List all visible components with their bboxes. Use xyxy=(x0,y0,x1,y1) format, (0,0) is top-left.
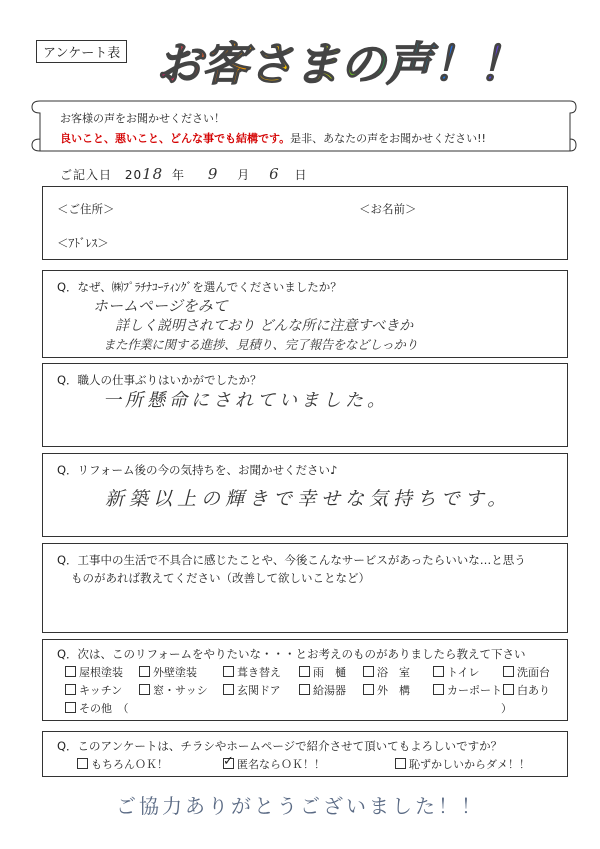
date-year-unit: 年 xyxy=(172,168,186,182)
checkbox-option[interactable] xyxy=(65,682,122,698)
customer-info-box xyxy=(42,186,568,260)
checkbox-option[interactable] xyxy=(503,664,550,680)
checkbox-square[interactable] xyxy=(65,702,76,713)
question-4-text-line-2: ものがあれば教えてください（改善して欲しいことなど） xyxy=(71,571,370,585)
page-title-text: お客さまの声！！ xyxy=(156,37,524,91)
checkbox-option[interactable] xyxy=(503,682,550,698)
checkbox-square[interactable] xyxy=(433,666,444,677)
checkbox-label: キッチン xyxy=(79,684,123,697)
intro-rest-text: 是非、あなたの声をお聞かせください!! xyxy=(290,132,486,145)
question-3-box xyxy=(42,453,568,537)
checkbox-square[interactable] xyxy=(223,684,234,695)
checkbox-square[interactable] xyxy=(503,684,514,695)
answer-1-line-3: また作業に関する進捗、見積り、完了報告をなどしっかり xyxy=(103,337,418,352)
checkbox-option[interactable] xyxy=(363,682,410,698)
checkbox-square[interactable] xyxy=(223,666,234,677)
answer-3-text: 新築以上の輝きで幸せな気持ちです。 xyxy=(105,488,512,510)
checkbox-label: 浴 室 xyxy=(377,666,410,679)
checkbox-square[interactable] xyxy=(363,666,374,677)
checkbox-square[interactable] xyxy=(139,666,150,677)
checkbox-option[interactable] xyxy=(299,664,346,680)
answer-1-line-1: ホームページをみて xyxy=(93,297,228,315)
date-day-unit: 日 xyxy=(294,168,308,182)
entry-date xyxy=(60,165,308,183)
date-month-unit: 月 xyxy=(237,168,251,182)
question-1-box xyxy=(42,270,568,358)
checkbox-square[interactable] xyxy=(139,684,150,695)
checkbox-label: 葺き替え xyxy=(237,666,281,679)
checkbox-option[interactable] xyxy=(65,664,123,680)
checkbox-square[interactable] xyxy=(433,684,444,695)
name-label: ＜お名前＞ xyxy=(359,202,417,216)
consent-option[interactable] xyxy=(77,756,168,772)
intro-red-text: 良いこと、悪いこと、どんな事でも結構です。 xyxy=(60,132,291,145)
thanks-footer: ご協力ありがとうございました！！ xyxy=(116,794,484,818)
checkbox-label: 外壁塗装 xyxy=(153,666,197,679)
question-3-text: Q．リフォーム後の今の気持ちを、お聞かせください♪ xyxy=(57,463,338,477)
checkbox-label: 白あり xyxy=(517,684,550,697)
answer-1-line-2: 詳しく説明されており どんな所に注意すべきか xyxy=(115,318,414,334)
date-month-hand: 9 xyxy=(207,165,219,183)
consent-option[interactable] xyxy=(223,756,325,772)
checkbox-option[interactable] xyxy=(139,682,208,698)
question-2-text: Q．職人の仕事ぶりはいかがでしたか？ xyxy=(57,373,262,387)
consent-label: 匿名ならＯＫ！！ xyxy=(237,758,325,771)
checkbox-option[interactable] xyxy=(139,664,197,680)
checkbox-label: 屋根塗装 xyxy=(79,666,123,679)
checkbox-square[interactable] xyxy=(299,684,310,695)
question-4-box xyxy=(42,543,568,633)
question-6-box xyxy=(42,731,568,777)
survey-tag: アンケート表 xyxy=(36,40,127,63)
date-label: ご記入日 xyxy=(60,168,113,182)
check-mark-icon: ✓ xyxy=(223,754,234,769)
checkbox-option[interactable] xyxy=(433,664,479,680)
question-1-text: Q．なぜ、㈱ﾌﾟﾗﾁﾅｺｰﾃｨﾝｸﾞを選んでくださいましたか？ xyxy=(57,280,342,294)
checkbox-option[interactable] xyxy=(223,682,281,698)
answer-2-text: 一所懸命にされていました。 xyxy=(103,390,389,411)
checkbox-label: 給湯器 xyxy=(313,684,346,697)
intro-line-1: お客様の声をお聞かせください！ xyxy=(60,112,225,125)
other-close-paren: ） xyxy=(501,702,512,715)
checkbox-square[interactable] xyxy=(77,758,88,769)
date-year-hand: 18 xyxy=(142,165,164,183)
checkbox-square[interactable] xyxy=(503,666,514,677)
email-label: ＜ｱﾄﾞﾚｽ＞ xyxy=(57,236,109,250)
checkbox-option[interactable] xyxy=(363,664,410,680)
checkbox-label: 洗面台 xyxy=(517,666,550,679)
page-title xyxy=(140,34,540,92)
checkbox-label: その他 （ xyxy=(79,702,129,715)
question-6-text: Q．このアンケートは、チラシやホームページで紹介させて頂いてもよろしいですか？ xyxy=(57,739,503,753)
checkbox-square[interactable] xyxy=(223,754,234,769)
checkbox-square[interactable] xyxy=(65,666,76,677)
checkbox-square[interactable] xyxy=(395,758,406,769)
checkbox-option[interactable] xyxy=(223,664,281,680)
checkbox-option[interactable] xyxy=(433,682,502,698)
question-5-box xyxy=(42,639,568,721)
checkbox-label: 窓・サッシ xyxy=(153,684,208,697)
intro-scroll-frame xyxy=(30,97,578,155)
consent-label: 恥ずかしいからダメ！！ xyxy=(409,758,530,771)
date-year-prefix: 20 xyxy=(124,168,143,182)
date-day-hand: 6 xyxy=(269,165,280,183)
checkbox-label: カーポート xyxy=(447,684,502,697)
consent-option[interactable] xyxy=(395,756,530,772)
checkbox-square[interactable] xyxy=(65,684,76,695)
checkbox-option[interactable] xyxy=(65,700,129,716)
question-5-text: Q．次は、このリフォームをやりたいな・・・とお考えのものがありましたら教えて下さい xyxy=(57,647,526,661)
checkbox-label: 外 構 xyxy=(377,684,410,697)
question-4-text-line-1: Q．工事中の生活で不具合に感じたことや、今後こんなサービスがあったらいいな…と思う xyxy=(57,553,526,567)
consent-label: もちろんＯＫ！ xyxy=(91,758,168,771)
checkbox-label: 玄関ドア xyxy=(237,684,281,697)
checkbox-square[interactable] xyxy=(363,684,374,695)
address-label: ＜ご住所＞ xyxy=(57,202,115,216)
question-2-box xyxy=(42,363,568,447)
checkbox-square[interactable] xyxy=(299,666,310,677)
intro-line-2 xyxy=(60,130,486,146)
checkbox-option[interactable] xyxy=(299,682,346,698)
checkbox-label: 雨 樋 xyxy=(313,666,346,679)
checkbox-label: トイレ xyxy=(447,666,480,679)
